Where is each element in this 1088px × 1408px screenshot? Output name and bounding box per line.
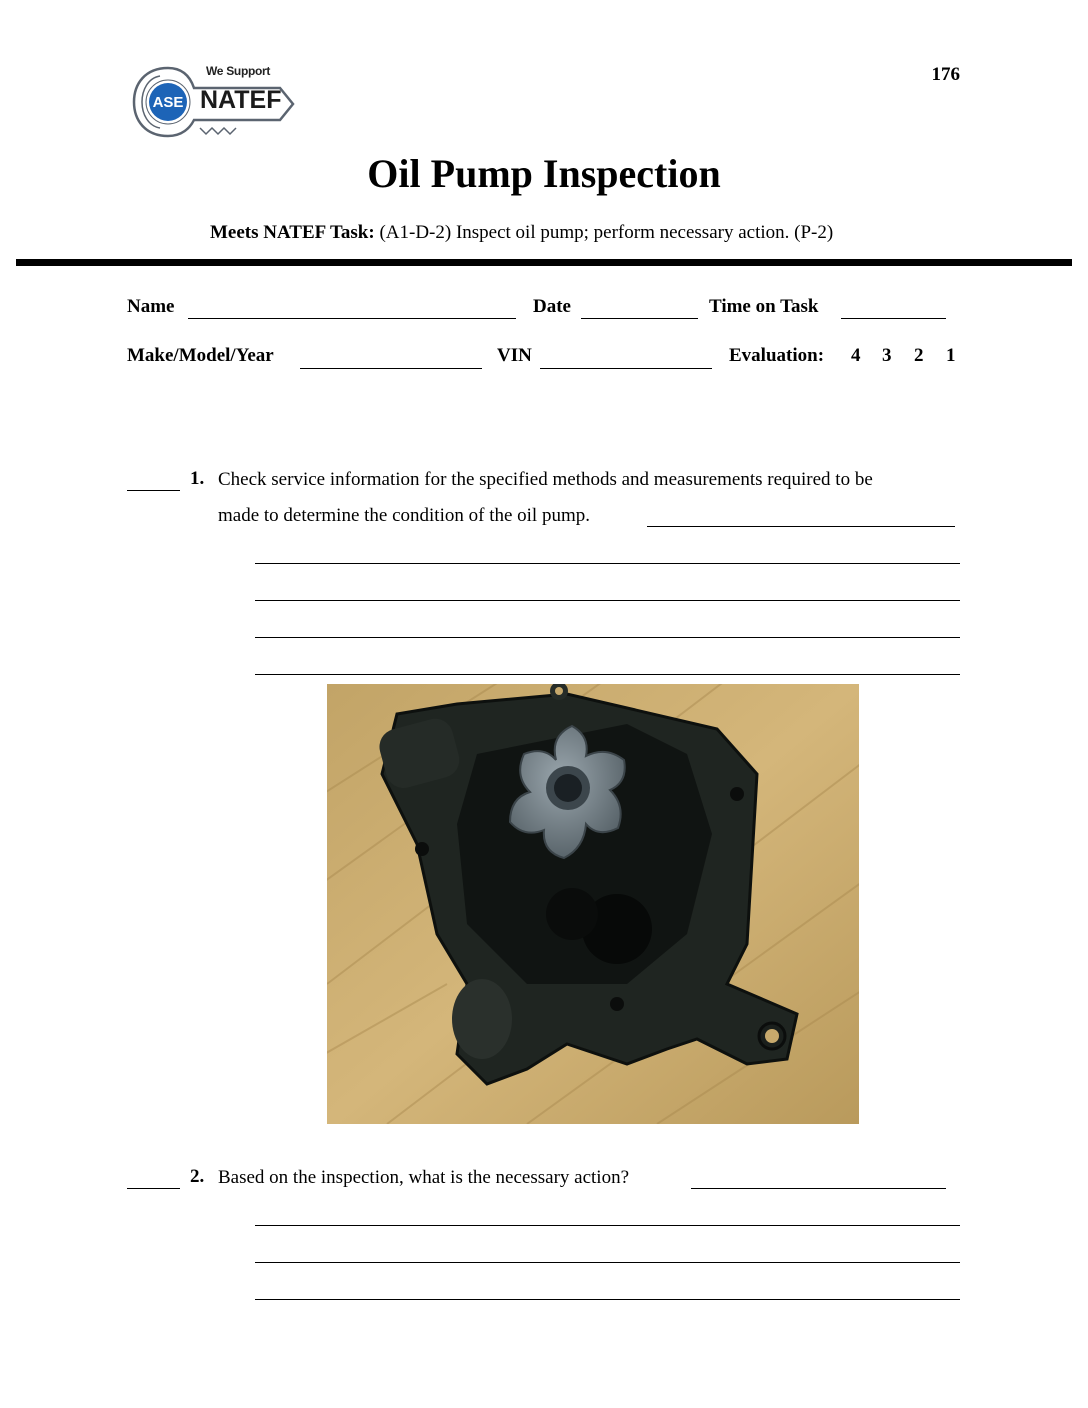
question-2-answer-line[interactable] [255,1225,960,1226]
time-on-task-label: Time on Task [709,296,819,317]
page-title: Oil Pump Inspection [367,151,721,196]
natef-task [210,222,833,244]
evaluation-label: Evaluation: [729,345,825,366]
date-field[interactable] [581,318,698,319]
question-1-answer-line[interactable] [255,600,960,601]
question-2-answer-line[interactable] [255,1299,960,1300]
logo-tagline: We Support [206,64,271,78]
evaluation-score-1[interactable]: 1 [946,345,956,366]
evaluation-score-4[interactable]: 4 [851,345,861,366]
svg-text:ASE: ASE [152,94,184,111]
question-1-text-line2: made to determine the condition of the oil pump. [218,505,590,526]
date-label: Date [533,296,571,317]
question-2-answer-inline[interactable] [691,1188,946,1189]
question-1-answer-line[interactable] [255,637,960,638]
name-label: Name [127,296,175,317]
question-1-answer-line[interactable] [255,674,960,675]
question-1-number: 1. [190,468,205,489]
question-1-answer-line[interactable] [255,563,960,564]
task-text: (A1-D-2) Inspect oil pump; perform necessary action. (P-2) [379,222,834,243]
page-number: 176 [931,64,960,85]
question-2-check-field[interactable] [127,1188,180,1189]
evaluation-score-3[interactable]: 3 [882,345,892,366]
vin-label: VIN [497,345,532,366]
question-1-check-field[interactable] [127,490,180,491]
oil-pump-photo [327,684,859,1124]
task-label: Meets NATEF Task: [210,222,375,243]
question-2-answer-line[interactable] [255,1262,960,1263]
evaluation-score-2[interactable]: 2 [914,345,924,366]
header-divider [16,259,1072,266]
vin-field[interactable] [540,368,712,369]
time-on-task-field[interactable] [841,318,946,319]
question-2-number: 2. [190,1166,205,1187]
question-1-answer-inline[interactable] [647,526,955,527]
natef-logo [130,62,295,150]
make-model-year-label: Make/Model/Year [127,345,274,366]
question-1-text-line1: Check service information for the specified methods and measurements required to be [218,469,873,490]
name-field[interactable] [188,318,516,319]
logo-wordmark: NATEF [200,86,282,114]
question-2-text: Based on the inspection, what is the necessary action? [218,1167,630,1188]
make-model-year-field[interactable] [300,368,482,369]
